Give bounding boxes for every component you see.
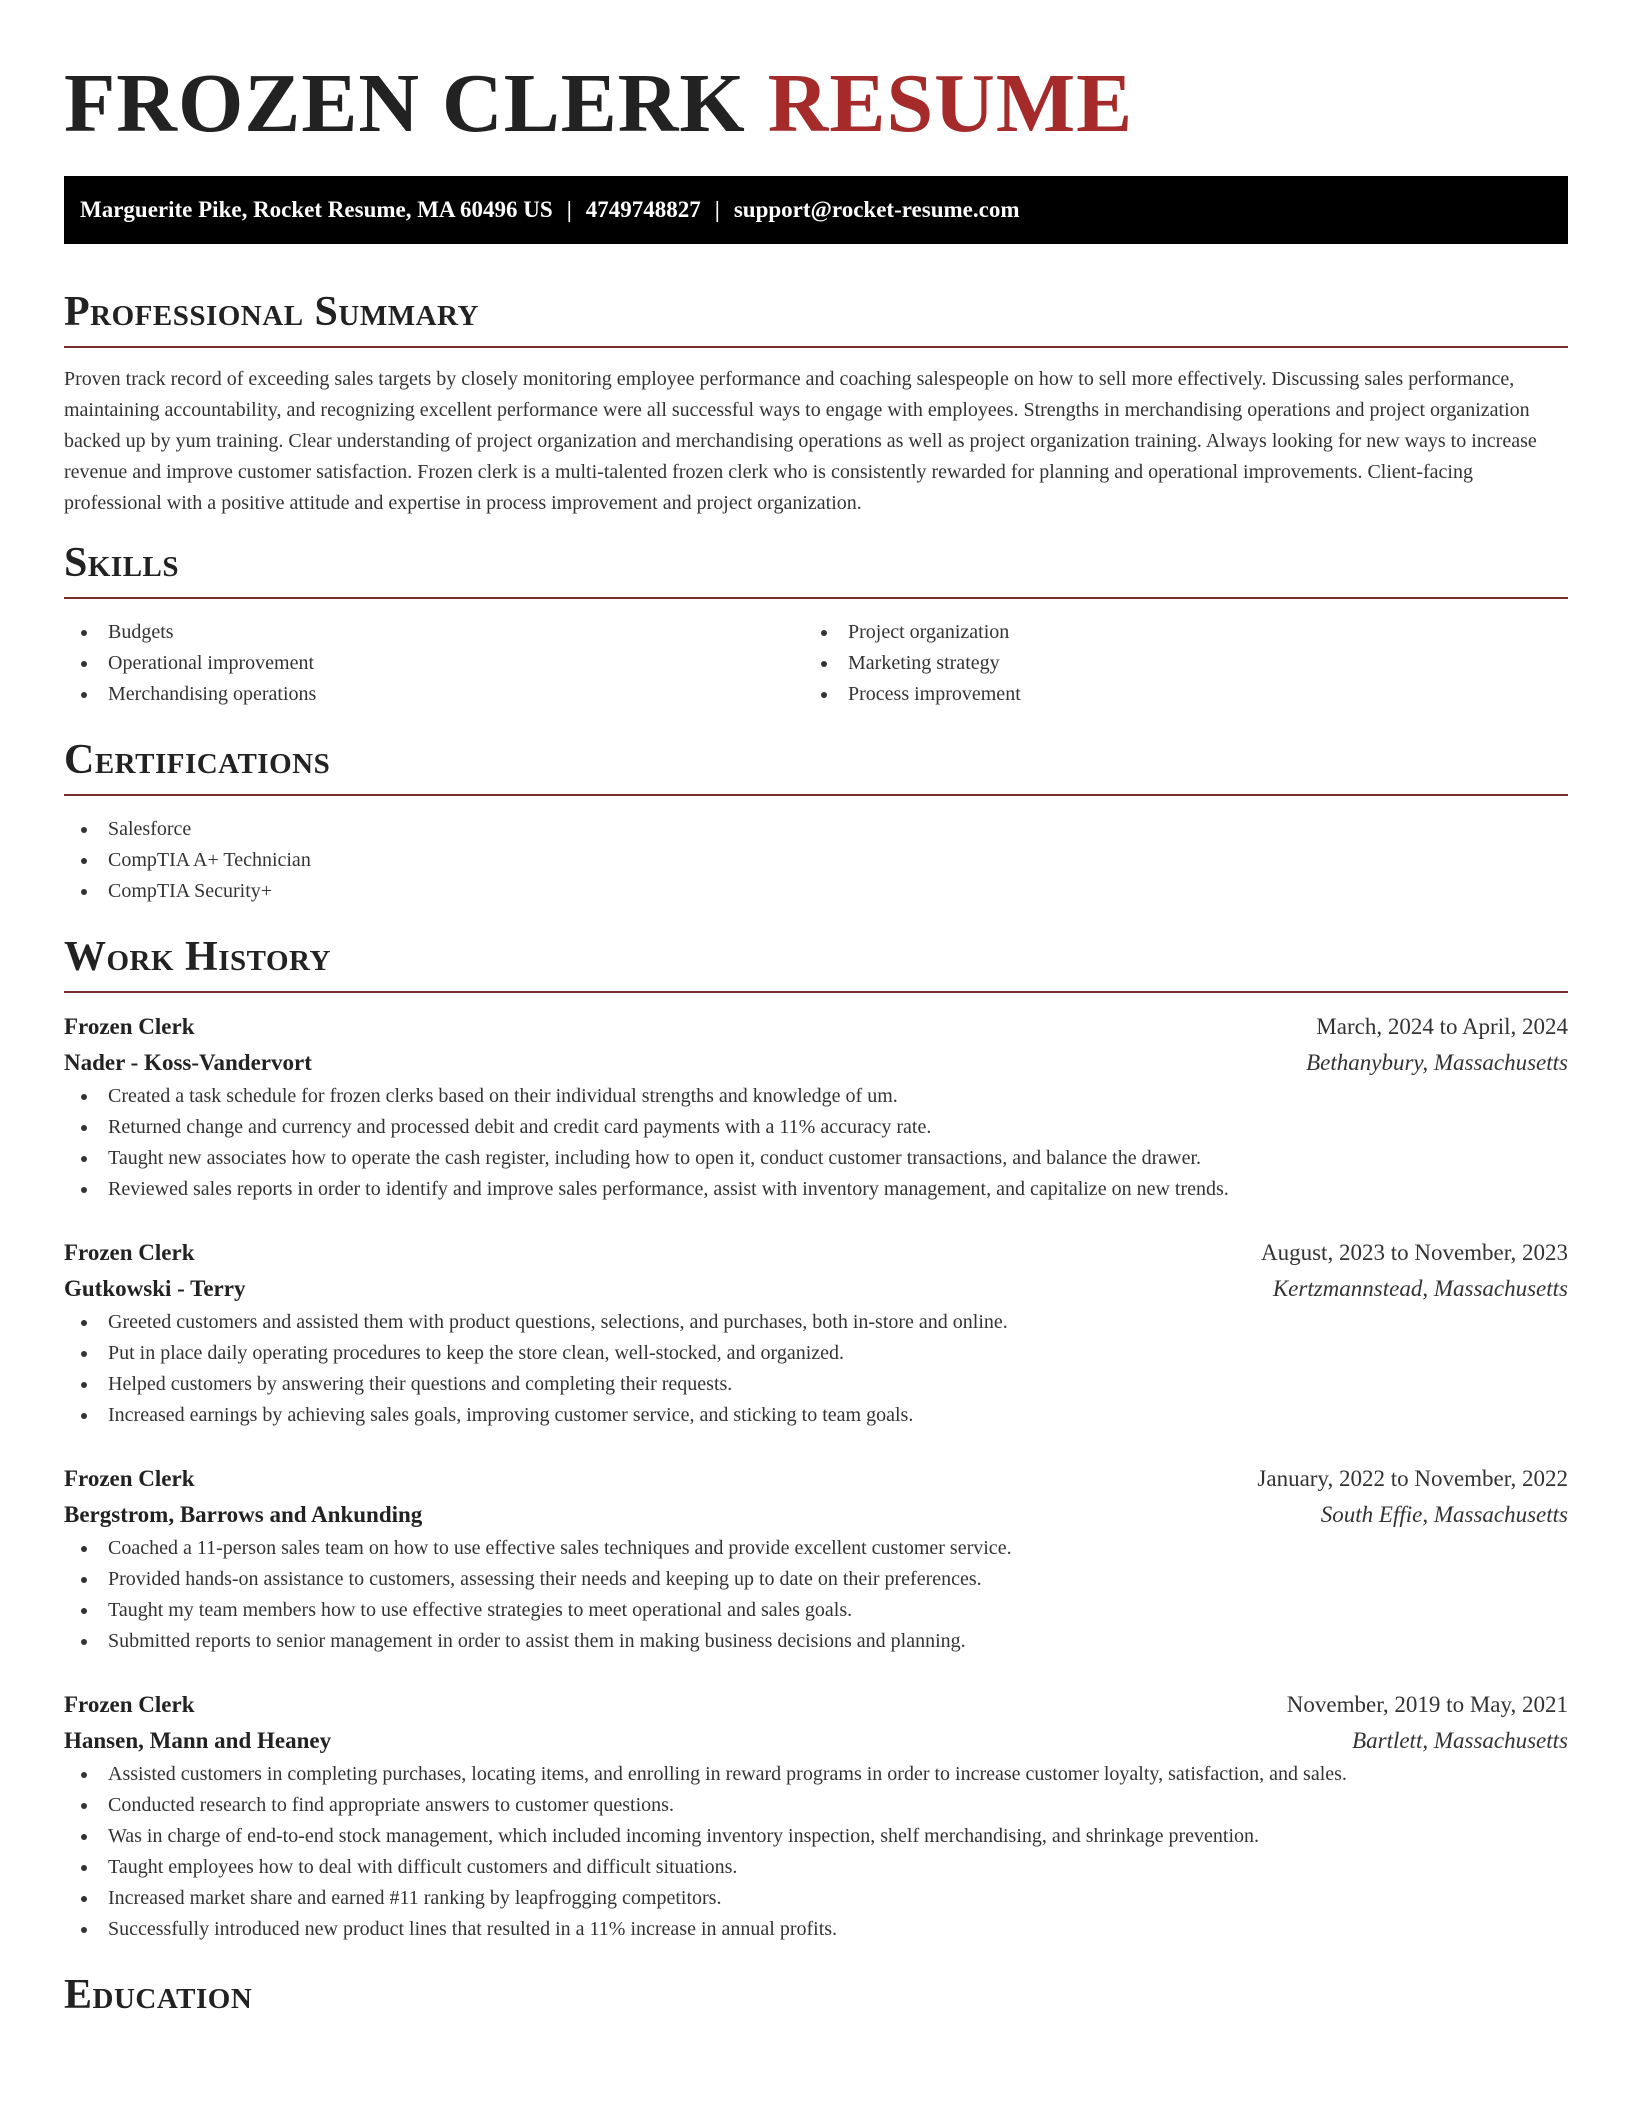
skills-list-left [64,617,804,710]
job-header-row [64,1687,1568,1723]
job-dates: March, 2024 to April, 2024 [1316,1014,1568,1039]
contact-separator: | [714,197,720,222]
job-duty: Greeted customers and assisted them with product questions, selections, and purchases, both in-store and online. [64,1307,1568,1338]
job-company: Bergstrom, Barrows and Ankunding [64,1502,423,1527]
job-location: Bartlett, Massachusetts [1352,1728,1568,1753]
section-divider [64,346,1568,348]
contact-email: support@rocket-resume.com [733,197,1020,222]
skills-section [64,539,1568,710]
job-dates: January, 2022 to November, 2022 [1257,1466,1568,1491]
job-duty: Taught employees how to deal with difficult customers and difficult situations. [64,1852,1568,1883]
skills-column-right [804,617,1544,710]
job-company: Nader - Koss-Vandervort [64,1050,312,1075]
job-duty: Helped customers by answering their questions and completing their requests. [64,1369,1568,1400]
job-duty: Returned change and currency and processed debit and credit card payments with a 11% accuracy rate. [64,1112,1568,1143]
title-main: FROZEN CLERK [64,57,746,150]
education-heading: Education [64,1972,253,2018]
job-duties-list [64,1533,1568,1657]
summary-text: Proven track record of exceeding sales targets by closely monitoring employee performance and coaching salespeople on how to sell more effectively. Discussing sales performance, maintaining accountability, and recognizing excellent performance were all successful ways to engage with employees. Strengths in merchandising operations and project organization backed up by yum training. Clear understanding of project organization and merchandising operations as well as project organization training. Always looking for new ways to increase revenue and improve customer satisfaction. Frozen clerk is a multi-talented frozen clerk who is consistently rewarded for planning and operational improvements. Client-facing professional with a positive attitude and expertise in process improvement and project organization. [64,368,1537,514]
job-duty: Increased market share and earned #11 ranking by leapfrogging competitors. [64,1883,1568,1914]
contact-phone: 4749748827 [585,197,701,222]
summary-heading: Professional Summary [64,289,479,335]
job-location: Kertzmannstead, Massachusetts [1272,1276,1568,1301]
job-company-row [64,1271,1568,1307]
job-duty: Submitted reports to senior management in order to assist them in making business decisions and planning. [64,1626,1568,1657]
job-duty: Assisted customers in completing purchases, locating items, and enrolling in reward programs in order to increase customer loyalty, satisfaction, and sales. [64,1759,1568,1790]
education-section [64,1971,1568,2019]
job-duty: Successfully introduced new product lines that resulted in a 11% increase in annual profits. [64,1914,1568,1945]
job-entry [64,1009,1568,1205]
skills-heading: Skills [64,540,180,586]
job-duty: Created a task schedule for frozen clerks based on their individual strengths and knowledge of um. [64,1081,1568,1112]
job-header-row [64,1009,1568,1045]
section-divider [64,991,1568,993]
job-title: Frozen Clerk [64,1014,195,1039]
skill-item: Process improvement [804,679,1544,710]
job-duty: Coached a 11-person sales team on how to use effective sales techniques and provide excellent customer service. [64,1533,1568,1564]
work-history-heading: Work History [64,934,331,980]
section-divider [64,794,1568,796]
certification-item: Salesforce [64,814,1568,845]
job-duties-list [64,1759,1568,1945]
job-entry [64,1687,1568,1945]
job-company-row [64,1497,1568,1533]
skills-list-right [804,617,1544,710]
job-duty: Taught my team members how to use effective strategies to meet operational and sales goals. [64,1595,1568,1626]
job-company-row [64,1045,1568,1081]
resume-page [64,0,1568,2019]
skill-item: Merchandising operations [64,679,804,710]
resume-title [64,0,1568,150]
job-location: South Effie, Massachusetts [1320,1502,1568,1527]
certifications-list [64,814,1568,907]
work-history-section [64,933,1568,1945]
job-duty: Put in place daily operating procedures to keep the store clean, well-stocked, and organized. [64,1338,1568,1369]
contact-bar [64,176,1568,244]
skills-grid [64,617,1568,710]
contact-address: Marguerite Pike, Rocket Resume, MA 60496 US [80,197,553,222]
job-company: Hansen, Mann and Heaney [64,1728,332,1753]
job-dates: August, 2023 to November, 2023 [1261,1240,1568,1265]
contact-separator: | [566,197,572,222]
job-company-row [64,1723,1568,1759]
job-title: Frozen Clerk [64,1466,195,1491]
job-company: Gutkowski - Terry [64,1276,246,1301]
job-duty: Reviewed sales reports in order to identify and improve sales performance, assist with inventory management, and capitalize on new trends. [64,1174,1568,1205]
job-title: Frozen Clerk [64,1692,195,1717]
job-duty: Conducted research to find appropriate answers to customer questions. [64,1790,1568,1821]
job-duties-list [64,1307,1568,1431]
skill-item: Marketing strategy [804,648,1544,679]
skill-item: Operational improvement [64,648,804,679]
job-entry [64,1461,1568,1657]
job-header-row [64,1461,1568,1497]
job-dates: November, 2019 to May, 2021 [1286,1692,1568,1717]
job-duties-list [64,1081,1568,1205]
job-duty: Taught new associates how to operate the cash register, including how to open it, conduct customer transactions, and balance the drawer. [64,1143,1568,1174]
certifications-section [64,736,1568,907]
job-duty: Increased earnings by achieving sales goals, improving customer service, and sticking to team goals. [64,1400,1568,1431]
certification-item: CompTIA A+ Technician [64,845,1568,876]
job-location: Bethanybury, Massachusetts [1306,1050,1568,1075]
section-divider [64,597,1568,599]
job-duty: Was in charge of end-to-end stock management, which included incoming inventory inspection, shelf merchandising, and shrinkage prevention. [64,1821,1568,1852]
job-title: Frozen Clerk [64,1240,195,1265]
job-header-row [64,1235,1568,1271]
title-accent: RESUME [767,57,1134,150]
skill-item: Project organization [804,617,1544,648]
skill-item: Budgets [64,617,804,648]
job-entry [64,1235,1568,1431]
skills-column-left [64,617,804,710]
job-duty: Provided hands-on assistance to customers, assessing their needs and keeping up to date on their preferences. [64,1564,1568,1595]
summary-section [64,288,1568,519]
certifications-heading: Certifications [64,737,331,783]
certification-item: CompTIA Security+ [64,876,1568,907]
